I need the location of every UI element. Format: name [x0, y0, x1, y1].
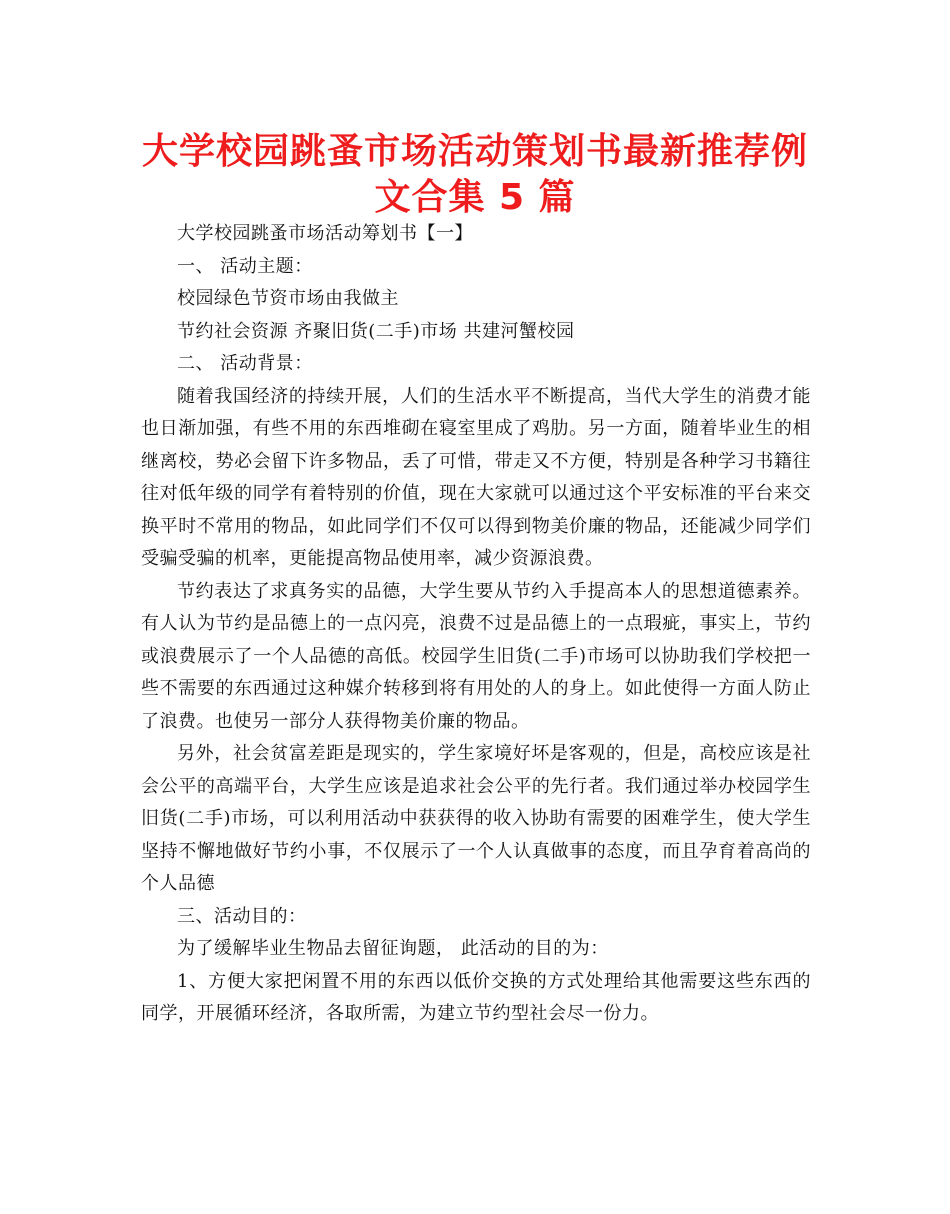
section-heading: 二、 活动背景：: [177, 353, 313, 374]
section-heading: 大学校园跳蚤市场活动筹划书【一】: [177, 223, 473, 244]
document-title-line-2: 文合集 5 篇: [374, 177, 576, 218]
body-paragraph: 节约表达了求真务实的品德，大学生要从节约入手提高本人的思想道德素养。有人认为节约是品德上的一点闪亮，浪费不过是品德上的一点瑕疵，事实上，节约或浪费展示了一个人品德的高低。校园学生旧货(二手)市场可以协助我们学校把一些不需要的东西通过这种媒介转移到将有用处的人的身上。如此使得一方面人防止了浪费。也使另一部分人获得物美价廉的物品。: [141, 580, 811, 732]
body-paragraph: 1、方便大家把闲置不用的东西以低价交换的方式处理给其他需要这些东西的同学，开展循环经济，各取所需，为建立节约型社会尽一份力。: [141, 970, 811, 1024]
document-body: [141, 218, 811, 1031]
body-paragraph: 为了缓解毕业生物品去留征询题， 此活动的目的为：: [177, 938, 609, 959]
theme-line: 节约社会资源 齐聚旧货(二手)市场 共建河蟹校园: [177, 320, 575, 342]
theme-line: 校园绿色节资市场由我做主: [177, 288, 399, 309]
body-paragraph: 另外，社会贫富差距是现实的，学生家境好坏是客观的，但是，高校应该是社会公平的高端平台，大学生应该是追求社会公平的先行者。我们通过举办校园学生旧货(二手)市场，可以利用活动中获获得的收入协助有需要的困难学生，使大学生坚持不懈地做好节约小事，不仅展示了一个人认真做事的态度，而且孕育着高尚的个人品德: [141, 743, 811, 894]
document-title-line-1: 大学校园跳蚤市场活动策划书最新推荐例: [141, 131, 808, 172]
section-heading: 三、活动目的：: [177, 905, 307, 927]
section-heading: 一、 活动主题：: [177, 255, 313, 277]
body-paragraph: 随着我国经济的持续开展，人们的生活水平不断提高，当代大学生的消费才能也日渐加强，有些不用的东西堆砌在寝室里成了鸡肋。另一方面，随着毕业生的相继离校，势必会留下许多物品，丢了可惜，带走又不方便，特别是各种学习书籍往往对低年级的同学有着特别的价值，现在大家就可以通过这个平安标准的平台来交换平时不常用的物品，如此同学们不仅可以得到物美价廉的物品，还能减少同学们受骗受骗的机率，更能提高物品使用率，减少资源浪费。: [141, 385, 811, 569]
